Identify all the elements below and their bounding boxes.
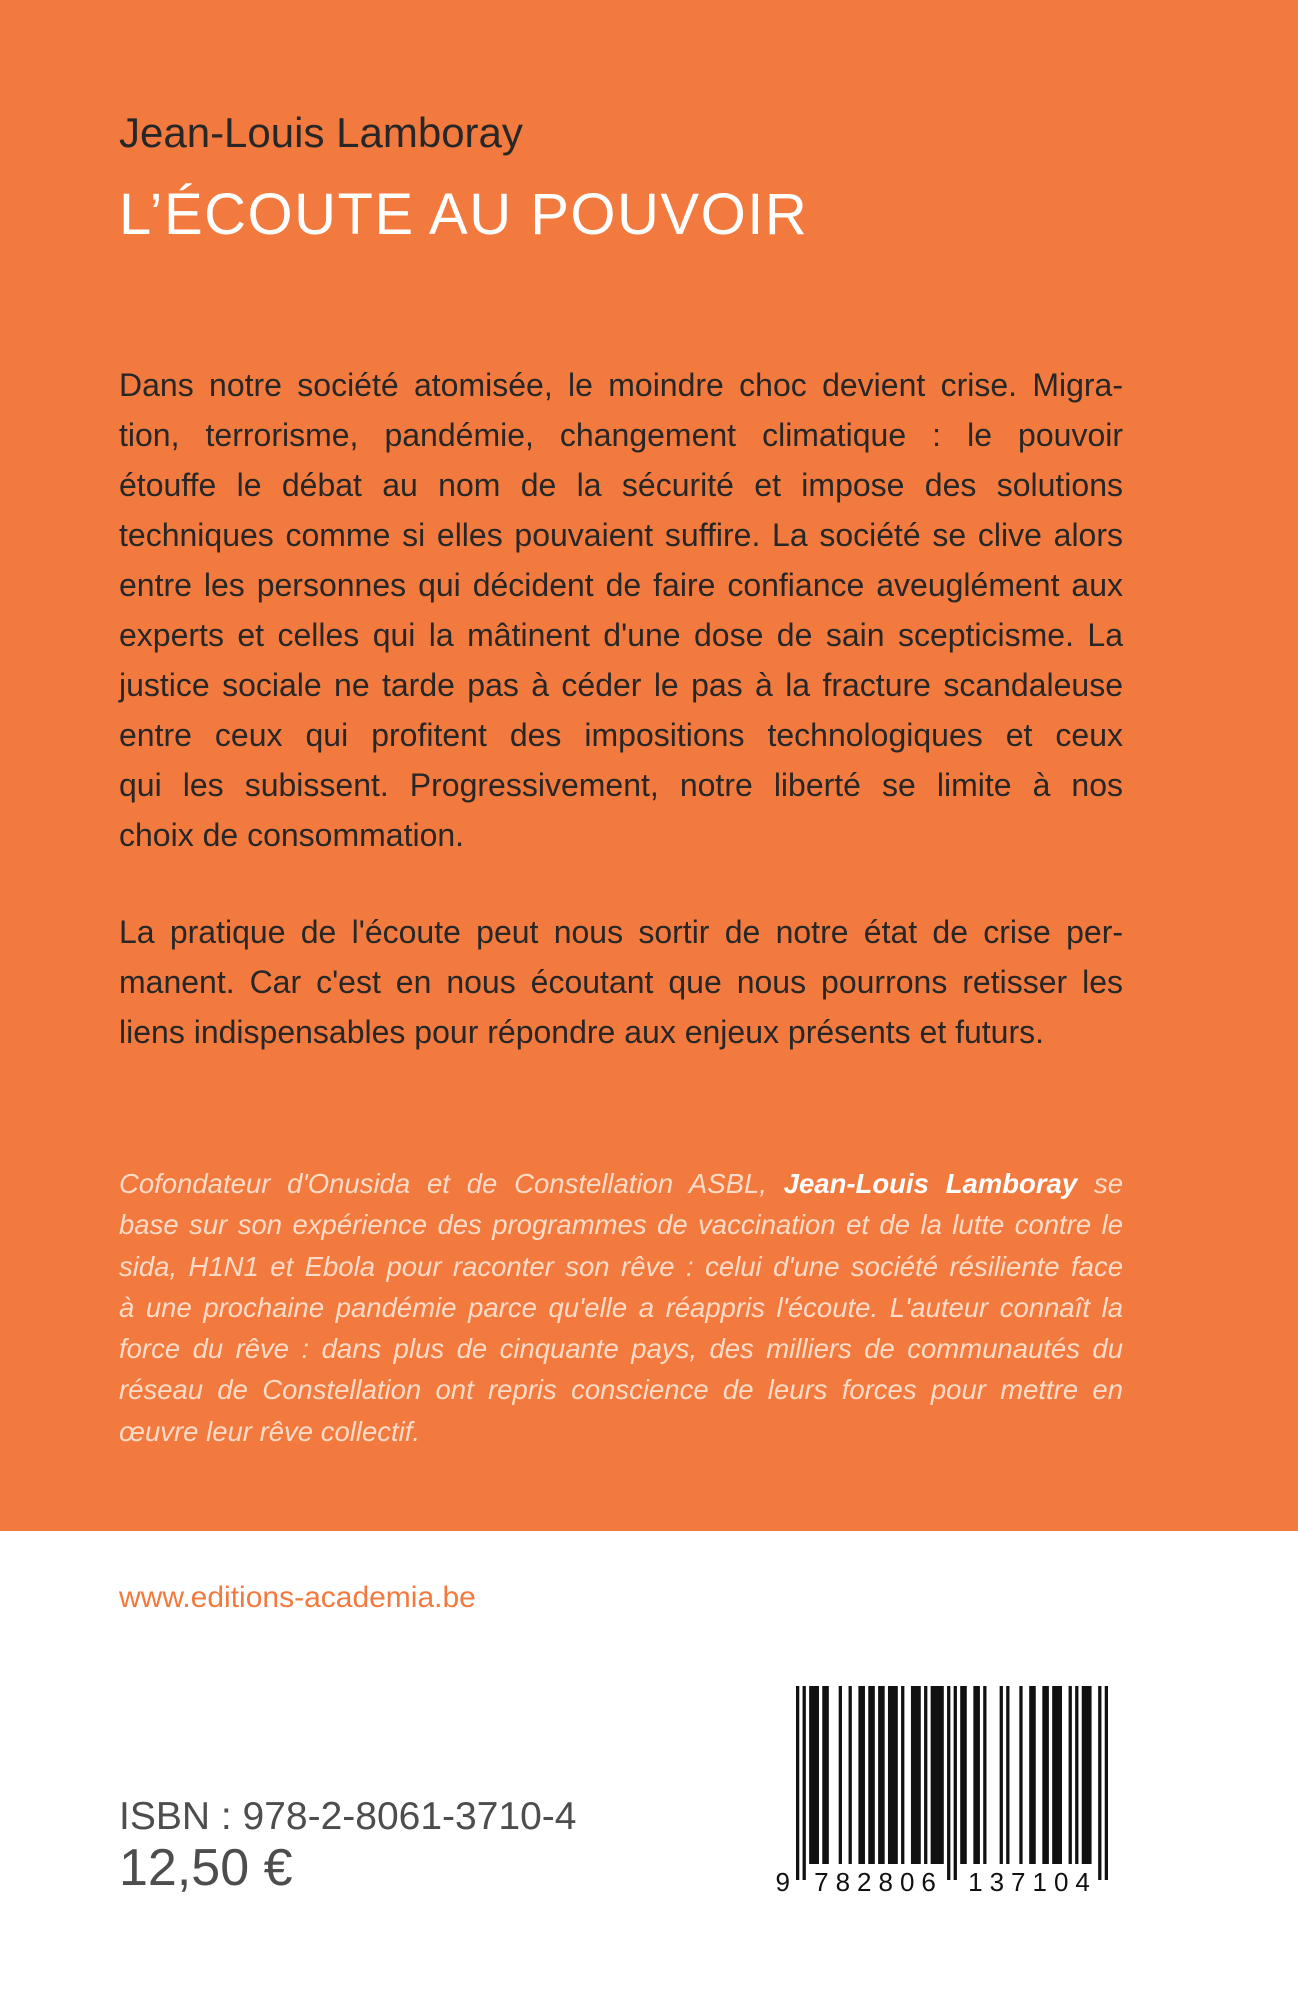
summary-line: experts et celles qui la mâtinent d'une dose de sain scepticisme. La bbox=[119, 617, 1123, 653]
barcode-bar bbox=[901, 1686, 904, 1864]
barcode-bar bbox=[868, 1686, 875, 1864]
summary-line: tion, terrorisme, pandémie, changement climatique : le pouvoir bbox=[119, 417, 1123, 453]
barcode-bar bbox=[839, 1686, 842, 1864]
barcode-digit-prefix: 9 bbox=[775, 1867, 790, 1897]
barcode-bar bbox=[888, 1686, 898, 1864]
book-title: L’ÉCOUTE AU POUVOIR bbox=[119, 182, 809, 247]
barcode-bar bbox=[1000, 1686, 1003, 1864]
summary-line: qui les subissent. Progressivement, notre liberté se limite à nos bbox=[119, 767, 1123, 803]
barcode-bar bbox=[878, 1686, 885, 1864]
bio-author-name: Jean-Louis Lamboray bbox=[783, 1168, 1078, 1199]
barcode-digits-left: 782806 bbox=[814, 1867, 943, 1897]
bio-text: Cofondateur d'Onusida et de Constellation ASBL, bbox=[119, 1168, 784, 1199]
barcode-guard-bar bbox=[1105, 1686, 1108, 1880]
barcode-guard-bar bbox=[947, 1686, 950, 1880]
summary-line: justice sociale ne tarde pas à céder le pas à la fracture scandaleuse bbox=[119, 667, 1123, 703]
summary-line: entre les personnes qui décident de faire confiance aveuglément aux bbox=[119, 567, 1123, 603]
barcode-bar bbox=[849, 1686, 852, 1864]
bio-line: sida, H1N1 et Ebola pour raconter son rêve : celui d'une société résiliente face bbox=[119, 1250, 1123, 1282]
barcode-bar bbox=[1019, 1686, 1022, 1864]
bio-text: se bbox=[1077, 1168, 1123, 1199]
summary-paragraph-1 bbox=[119, 360, 1123, 860]
barcode bbox=[796, 1686, 1108, 1880]
summary-line: entre ceux qui profitent des impositions technologiques et ceux bbox=[119, 717, 1123, 753]
summary-line: étouffe le débat au nom de la sécurité et impose des solutions bbox=[119, 467, 1123, 503]
bio-line: œuvre leur rêve collectif. bbox=[119, 1415, 421, 1447]
barcode-guard-bar bbox=[803, 1686, 806, 1880]
barcode-bar bbox=[924, 1686, 927, 1864]
summary-line: liens indispensables pour répondre aux enjeux présents et futurs. bbox=[119, 1014, 1045, 1050]
barcode-digits-right: 137104 bbox=[968, 1867, 1097, 1897]
summary-line: La pratique de l'écoute peut nous sortir de notre état de crise per- bbox=[119, 914, 1123, 950]
barcode-bar bbox=[1006, 1686, 1009, 1864]
barcode-bar bbox=[858, 1686, 865, 1864]
author-bio bbox=[119, 1163, 1123, 1452]
publisher-website: www.editions-academia.be bbox=[119, 1581, 476, 1614]
barcode-bar bbox=[1042, 1686, 1049, 1864]
barcode-bar bbox=[911, 1686, 921, 1864]
bio-line: à une prochaine pandémie parce qu'elle a réappris l'écoute. L'auteur connaît la bbox=[119, 1291, 1123, 1323]
barcode-bar bbox=[1052, 1686, 1062, 1864]
barcode-bar bbox=[1029, 1686, 1036, 1864]
barcode-bar bbox=[973, 1686, 980, 1864]
summary-line: choix de consommation. bbox=[119, 817, 465, 853]
summary-line: manent. Car c'est en nous écoutant que nous pourrons retisser les bbox=[119, 964, 1123, 1000]
author-name: Jean-Louis Lamboray bbox=[119, 109, 523, 156]
barcode-bar bbox=[983, 1686, 986, 1864]
summary-line: Dans notre société atomisée, le moindre choc devient crise. Migra- bbox=[119, 367, 1123, 403]
isbn-label: ISBN : 978-2-8061-3710-4 bbox=[119, 1795, 577, 1838]
barcode-guard-bar bbox=[1098, 1686, 1101, 1880]
price: 12,50 € bbox=[119, 1839, 293, 1897]
bio-line: force du rêve : dans plus de cinquante pays, des milliers de communautés du bbox=[119, 1333, 1123, 1365]
summary-line: techniques comme si elles pouvaient suffire. La société se clive alors bbox=[119, 517, 1123, 553]
barcode-bar bbox=[1069, 1686, 1072, 1864]
bio-line bbox=[119, 1163, 1123, 1204]
bio-line: réseau de Constellation ont repris conscience de leurs forces pour mettre en bbox=[119, 1374, 1123, 1406]
barcode-bar bbox=[809, 1686, 819, 1864]
barcode-bar bbox=[931, 1686, 944, 1864]
barcode-bar bbox=[1082, 1686, 1092, 1864]
barcode-bar bbox=[960, 1686, 967, 1864]
barcode-bar bbox=[822, 1686, 829, 1864]
barcode-guard-bar bbox=[954, 1686, 957, 1880]
summary-paragraph-2 bbox=[119, 907, 1123, 1057]
bio-line: base sur son expérience des programmes de vaccination et de la lutte contre le bbox=[119, 1209, 1123, 1241]
barcode-guard-bar bbox=[796, 1686, 799, 1880]
barcode-bar bbox=[1075, 1686, 1078, 1864]
